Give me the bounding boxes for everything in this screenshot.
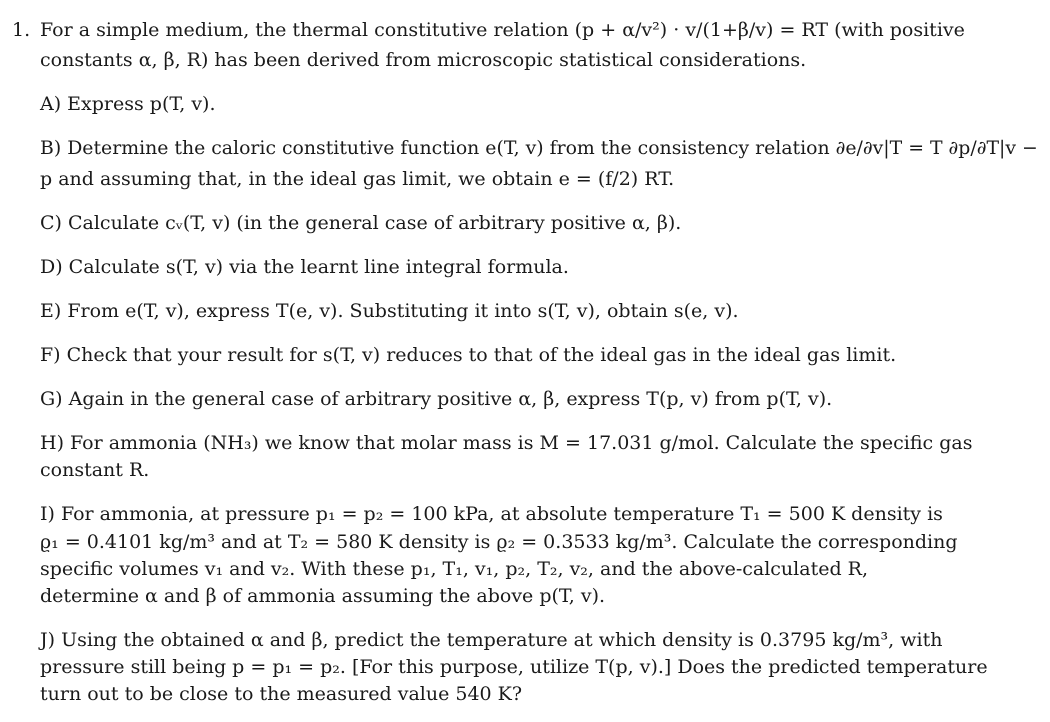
part-i-line-2: ϱ₁ = 0.4101 kg/m³ and at T₂ = 580 K density is ϱ₂ = 0.3533 kg/m³. Calculate the corresponding: [40, 531, 958, 553]
part-d-line-1: D) Calculate s(T, v) via the learnt line integral formula.: [40, 256, 569, 278]
part-j-line-3: turn out to be close to the measured value 540 K?: [40, 683, 523, 705]
intro-line-1: For a simple medium, the thermal constitutive relation (p + α/v²) · v/(1+β/v) = RT (with positive: [40, 19, 965, 41]
part-i-line-4: determine α and β of ammonia assuming the above p(T, v).: [40, 585, 606, 607]
part-h-line-1: H) For ammonia (NH₃) we know that molar mass is M = 17.031 g/mol. Calculate the specific gas: [40, 432, 973, 454]
part-j-line-2: pressure still being p = p₁ = p₂. [For this purpose, utilize T(p, v).] Does the predicted temperature: [40, 656, 988, 678]
part-e-line-1: E) From e(T, v), express T(e, v). Substituting it into s(T, v), obtain s(e, v).: [40, 300, 739, 322]
part-b-line-2: p and assuming that, in the ideal gas limit, we obtain e = (f/2) RT.: [40, 168, 675, 190]
part-i-line-3: specific volumes v₁ and v₂. With these p₁, T₁, v₁, p₂, T₂, v₂, and the above-calculated R,: [40, 558, 869, 580]
part-f-line-1: F) Check that your result for s(T, v) reduces to that of the ideal gas in the ideal gas limit.: [40, 344, 897, 366]
part-a-line-1: A) Express p(T, v).: [40, 93, 216, 115]
problem-number: 1.: [12, 19, 31, 41]
part-i-line-1: I) For ammonia, at pressure p₁ = p₂ = 100 kPa, at absolute temperature T₁ = 500 K density is: [40, 503, 943, 525]
intro-line-2: constants α, β, R) has been derived from microscopic statistical considerations.: [40, 49, 807, 71]
part-j-line-1: J) Using the obtained α and β, predict the temperature at which density is 0.3795 kg/m³, with: [40, 629, 943, 651]
part-h-line-2: constant R.: [40, 459, 150, 481]
part-c-line-1: C) Calculate cᵥ(T, v) (in the general case of arbitrary positive α, β).: [40, 212, 682, 234]
part-g-line-1: G) Again in the general case of arbitrary positive α, β, express T(p, v) from p(T, v).: [40, 388, 833, 410]
part-b-line-1: B) Determine the caloric constitutive function e(T, v) from the consistency relation ∂e/∂v|T = T ∂p/∂T|v −: [40, 137, 1038, 159]
